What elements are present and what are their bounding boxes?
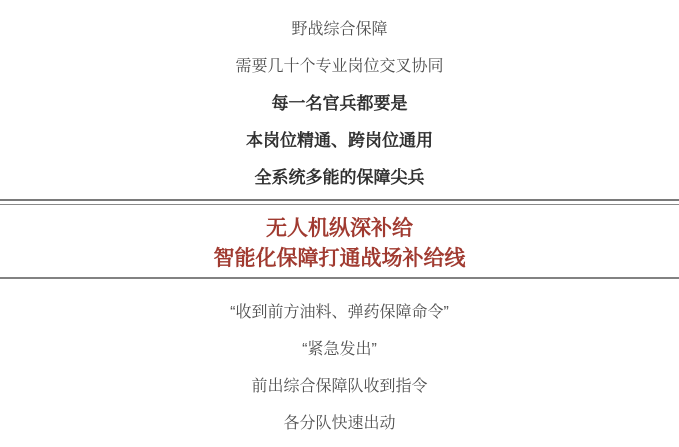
intro-line: 全系统多能的保障尖兵: [254, 168, 425, 187]
headline-line: 无人机纵深补给: [266, 217, 413, 240]
intro-section: [0, 0, 679, 196]
intro-line: 野战综合保障: [291, 21, 388, 38]
double-rule-divider: [0, 199, 679, 205]
intro-line: 每一名官兵都要是: [271, 94, 408, 113]
intro-line: 需要几十个专业岗位交叉协同: [235, 58, 444, 75]
headline-line: 智能化保障打通战场补给线: [213, 247, 466, 270]
intro-line: 本岗位精通、跨岗位通用: [246, 131, 433, 150]
body-line: “紧急发出”: [302, 341, 377, 358]
body-line: 前出综合保障队收到指令: [251, 378, 428, 395]
body-section: [0, 279, 679, 442]
section-headline: [0, 214, 679, 274]
body-line: “收到前方油料、弹药保障命令”: [230, 304, 449, 321]
body-line: 各分队快速出动: [283, 415, 396, 432]
